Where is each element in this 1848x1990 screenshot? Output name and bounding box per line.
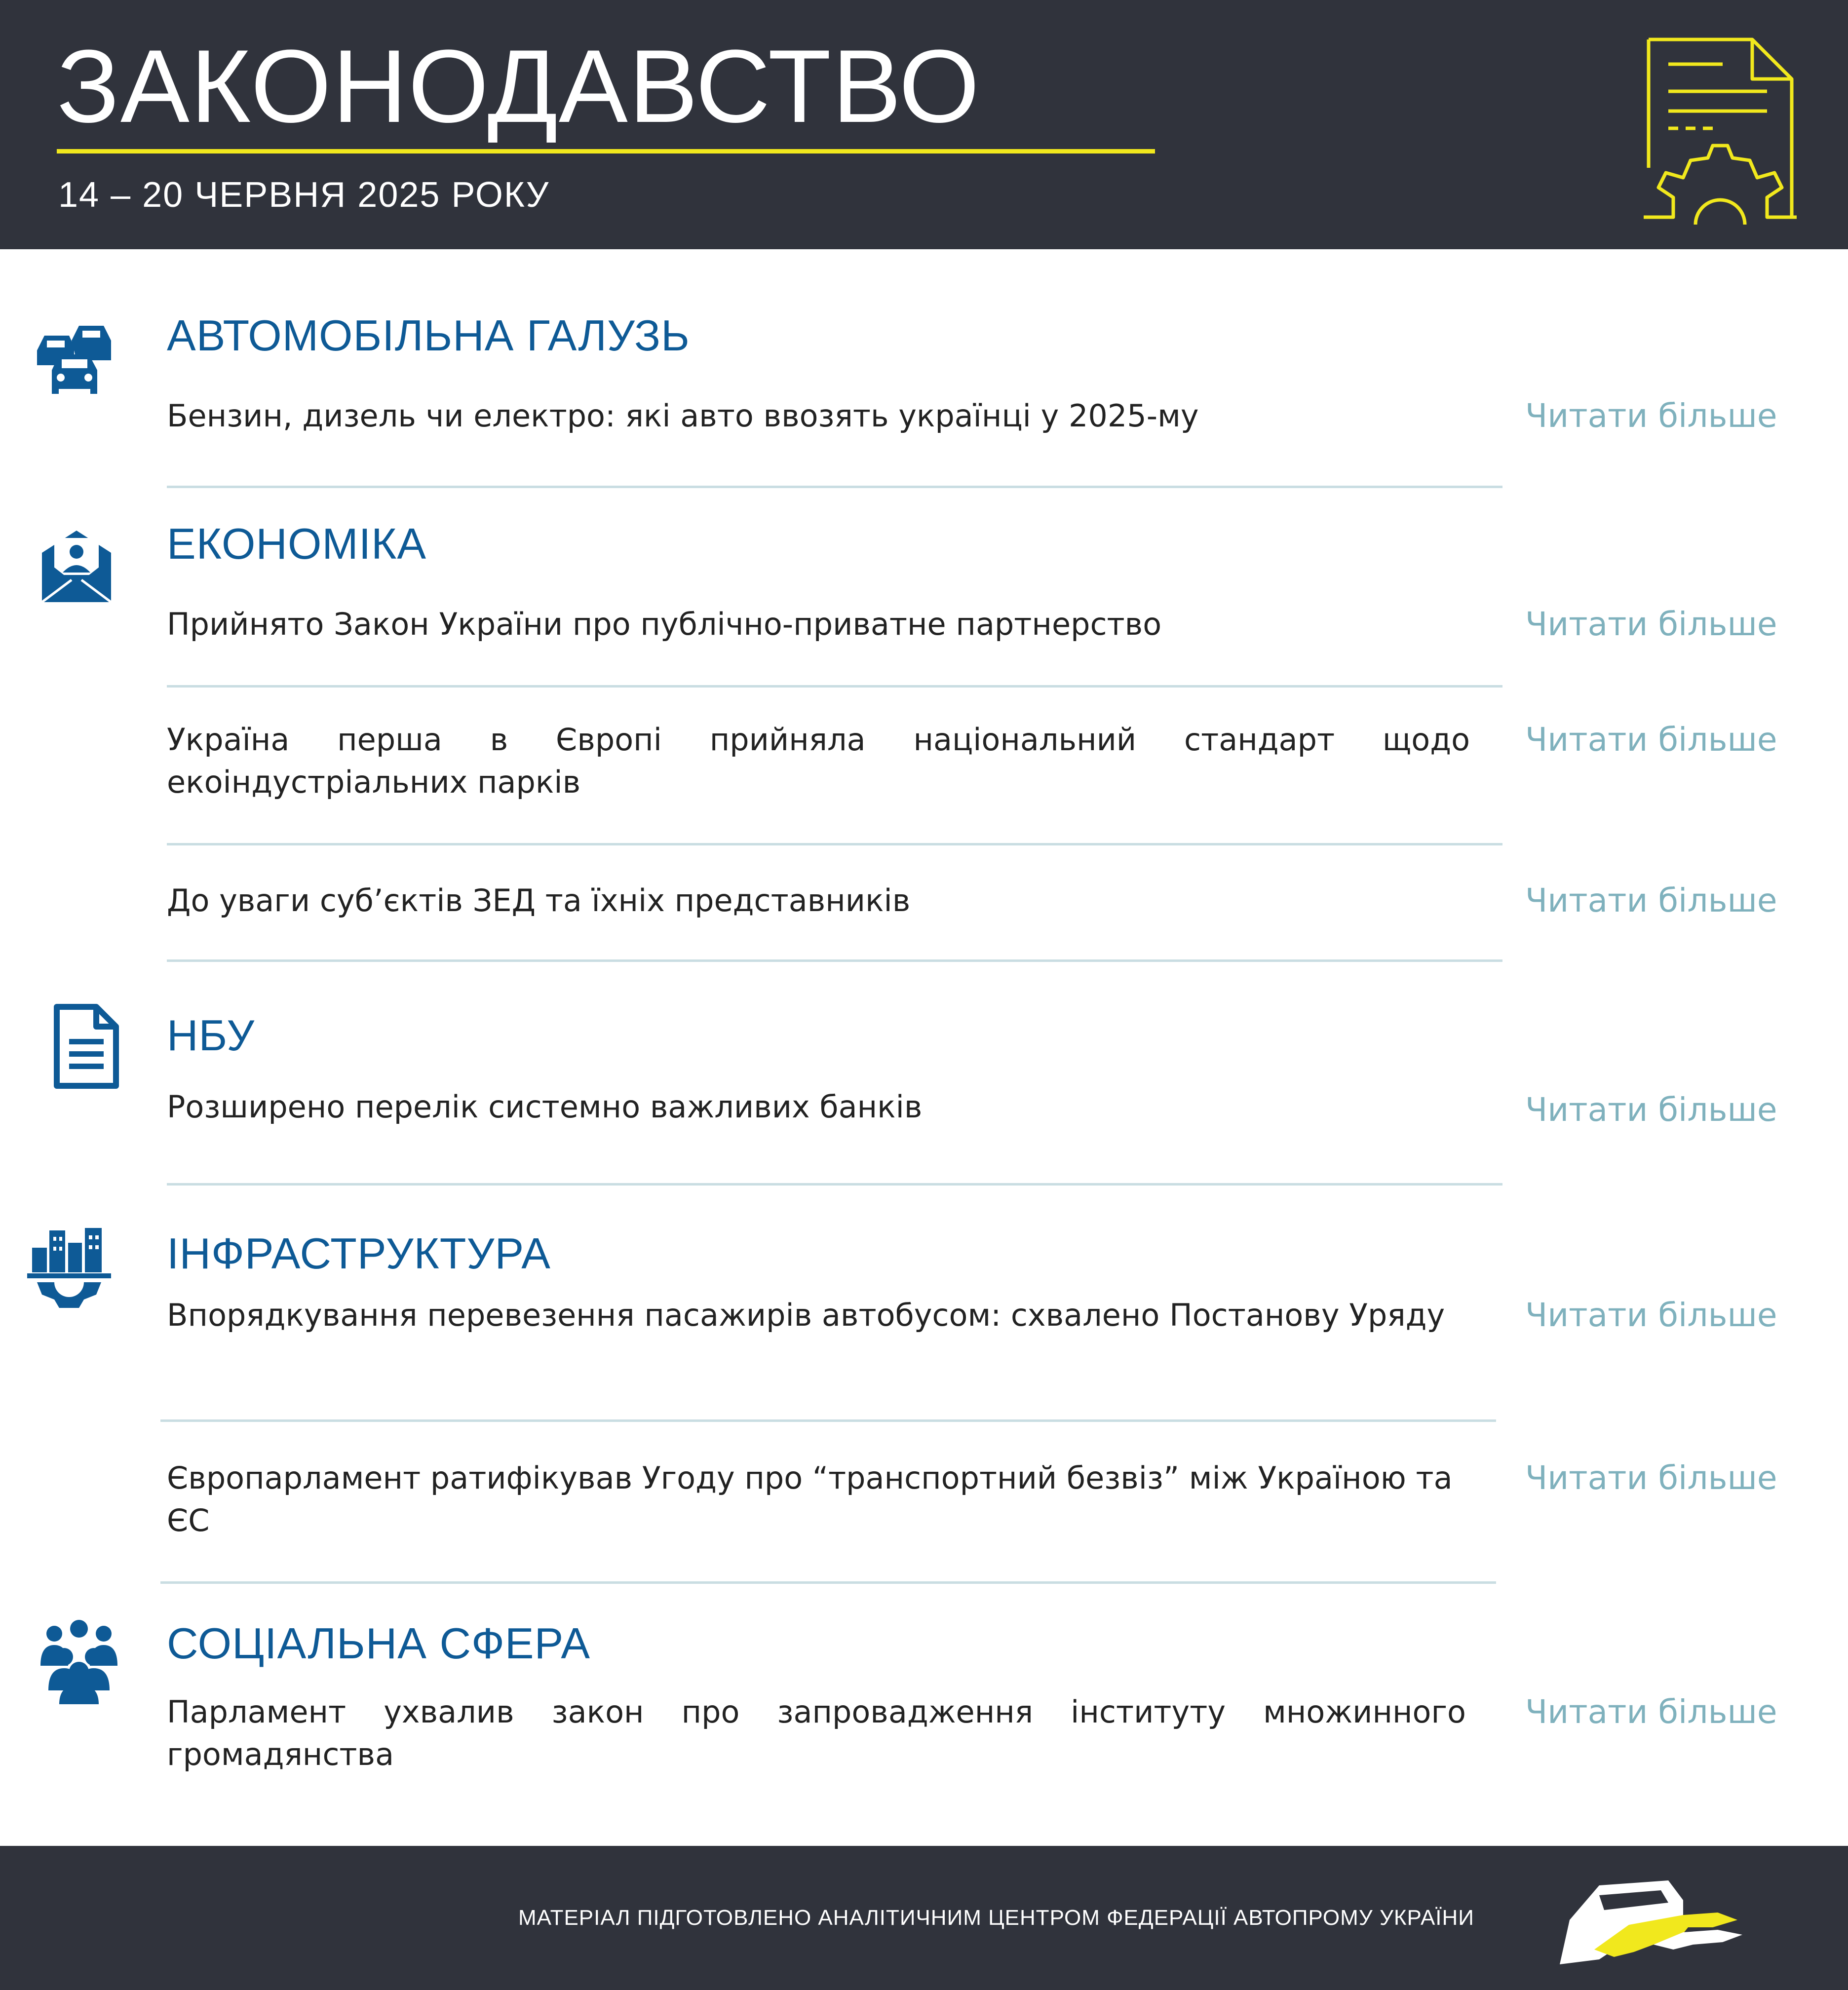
read-more-link[interactable]: Читати більше bbox=[1525, 881, 1777, 919]
divider bbox=[167, 1183, 1502, 1186]
cars-icon bbox=[27, 316, 116, 405]
section-title-economy: ЕКОНОМІКА bbox=[167, 519, 427, 568]
title-underline bbox=[57, 149, 1155, 153]
section-title-automotive: АВТОМОБІЛЬНА ГАЛУЗЬ bbox=[167, 311, 690, 360]
news-item-text: Європарламент ратифікував Угоду про “транспортний безвіз” між Україною та ЄС bbox=[167, 1460, 1453, 1538]
news-item-text: До уваги суб’єктів ЗЕД та їхніх представників bbox=[167, 882, 911, 918]
read-more-link[interactable]: Читати більше bbox=[1525, 605, 1777, 643]
read-more-link[interactable]: Читати більше bbox=[1525, 721, 1777, 759]
page-footer bbox=[0, 1846, 1848, 1990]
section-title-nbu: НБУ bbox=[167, 1011, 255, 1060]
page-period: 14 – 20 ЧЕРВНЯ 2025 РОКУ bbox=[58, 175, 550, 215]
envelope-money-icon bbox=[32, 523, 121, 612]
read-more-link[interactable]: Читати більше bbox=[1525, 397, 1777, 435]
document-icon bbox=[42, 1002, 131, 1091]
news-item-text: Розширено перелік системно важливих банків bbox=[167, 1089, 923, 1125]
people-group-icon bbox=[35, 1616, 123, 1705]
divider bbox=[167, 959, 1502, 962]
divider bbox=[167, 843, 1502, 845]
document-gear-icon bbox=[1639, 30, 1802, 232]
divider bbox=[160, 1581, 1496, 1584]
read-more-link[interactable]: Читати більше bbox=[1525, 1693, 1777, 1731]
read-more-link[interactable]: Читати більше bbox=[1525, 1091, 1777, 1129]
car-logo-icon bbox=[1555, 1866, 1752, 1974]
section-title-social: СОЦІАЛЬНА СФЕРА bbox=[167, 1619, 591, 1668]
news-item-text: Прийнято Закон України про публічно-приватне партнерство bbox=[167, 606, 1162, 642]
page-header bbox=[0, 0, 1848, 249]
read-more-link[interactable]: Читати більше bbox=[1525, 1459, 1777, 1497]
page-title: ЗАКОНОДАВСТВО bbox=[57, 28, 981, 144]
news-item-text: Парламент ухвалив закон про запровадження інституту множинного громадянства bbox=[167, 1694, 1466, 1772]
news-item-text: Впорядкування перевезення пасажирів автобусом: схвалено Постанову Уряду bbox=[167, 1297, 1445, 1333]
news-item-text: Україна перша в Європі прийняла національний стандарт щодо екоіндустріальних парків bbox=[167, 722, 1470, 800]
divider bbox=[167, 486, 1502, 488]
city-gear-icon bbox=[25, 1223, 114, 1312]
divider bbox=[167, 685, 1502, 688]
news-item-text: Бензин, дизель чи електро: які авто ввозять українці у 2025-му bbox=[167, 398, 1199, 434]
footer-credit: МАТЕРІАЛ ПІДГОТОВЛЕНО АНАЛІТИЧНИМ ЦЕНТРОМ ФЕДЕРАЦІЇ АВТОПРОМУ УКРАЇНИ bbox=[518, 1906, 1474, 1930]
read-more-link[interactable]: Читати більше bbox=[1525, 1296, 1777, 1334]
section-title-infrastructure: ІНФРАСТРУКТУРА bbox=[167, 1229, 551, 1278]
divider bbox=[160, 1419, 1496, 1422]
